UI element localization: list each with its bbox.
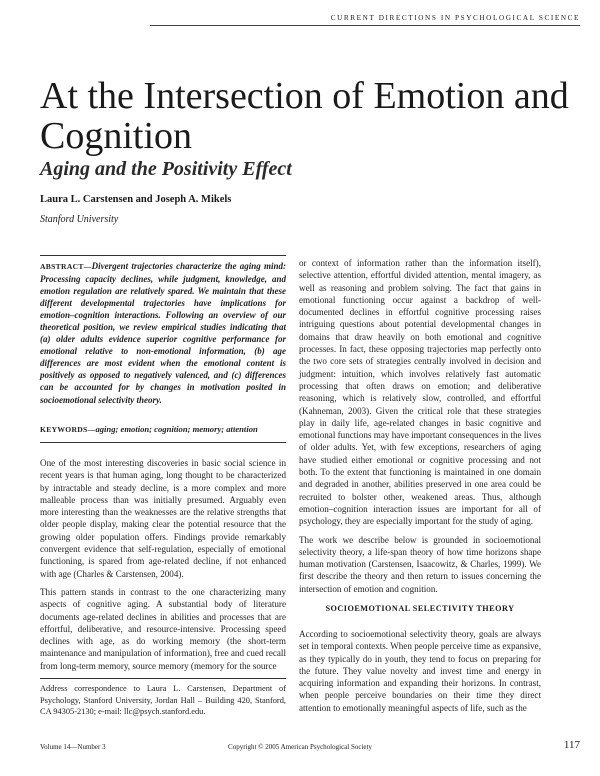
abstract-label: ABSTRACT—: [40, 262, 92, 271]
abstract: [40, 260, 286, 406]
keywords-label: KEYWORDS—: [40, 425, 96, 434]
body-paragraph: According to socioemotional selectivity theory, goals are always set in temporal contexts. When people perceive time as expansive, as they typically do in youth, they tend to focus on preparing for the future. They value novelty and invest time and energy in acquiring information and expanding their horizons. In contrast, when people perceive boundaries on their time they direct attention to emotionally meaningful aspects of life, such as the: [299, 629, 541, 713]
keywords-text: aging; emotion; cognition; memory; attention: [95, 424, 258, 434]
right-column-body: [299, 257, 541, 595]
correspondence-rule: [40, 678, 286, 679]
footer-volume: Volume 14—Number 3: [40, 743, 106, 751]
article-subtitle: Aging and the Positivity Effect: [40, 158, 292, 180]
affiliation: Stanford University: [40, 214, 119, 225]
abstract-rule-top: [40, 255, 286, 256]
page-number: 117: [563, 739, 580, 751]
left-column-body: [40, 457, 286, 672]
running-head-rule: [150, 25, 580, 26]
authors: Laura L. Carstensen and Joseph A. Mikels: [40, 194, 232, 205]
body-paragraph: One of the most interesting discoveries in basic social science in recent years is that human aging, long thought to be characterized by intractable and steady decline, is a more complex and more malleable process than was initially presumed. Arguably even more interesting than the weaknesses are the relative strengths that older people display, making clear the potential resource that the growing older population offers. Findings provide remarkably convergent evidence that self-regulation, especially of emotional functioning, is spared from age-related decline, if not enhanced with age (Charles & Carstensen, 2004).: [40, 458, 286, 579]
abstract-rule-bottom: [40, 442, 286, 443]
right-column-section-body: [299, 628, 541, 714]
footer-copyright: Copyright © 2005 American Psychological Society: [228, 743, 372, 751]
running-head: CURRENT DIRECTIONS IN PSYCHOLOGICAL SCIENCE: [330, 14, 580, 22]
keywords: [40, 424, 286, 434]
body-paragraph: or context of information rather than the information itself), selective attention, effortful divided attention, mental imagery, as well as reasoning and problem solving. The fact that gains in emotional functioning occur against a backdrop of well-documented declines in effortful cognitive processing raises intriguing questions about potential developmental changes in domains that draw heavily on both emotional and cognitive processes. In fact, these opposing trajectories map perfectly onto the two core sets of strategies centrally involved in decision and judgment: intuition, which involves relatively fast automatic processing that often draws on emotion; and deliberative reasoning, which is relatively slow, controlled, and effortful (Kahneman, 2003). Given the critical role that these strategies play in daily life, age-related changes in basic cognitive and emotional functions may have important consequences in the lives of older adults. Yet, with few exceptions, researchers of aging have studied either emotional or cognitive processing and not both. To the extent that functioning is maintained in one domain and degraded in another, abilities preserved in one area could be recruited to bolster other, weakened areas. Thus, although emotion–cognition interaction issues are important for all of psychology, they are especially important for the study of aging.: [299, 258, 541, 527]
correspondence-note: Address correspondence to Laura L. Carstensen, Department of Psychology, Stanford University, Jordan Hall – Building 420, Stanford, CA 94305-2130; e-mail: llc@psych.stanford.edu.: [40, 684, 286, 717]
body-paragraph: The work we describe below is grounded in socioemotional selectivity theory, a life-span theory of how time horizons shape human motivation (Carstensen, Isaacowitz, & Charles, 1999). We first describe the theory and then return to issues concerning the intersection of emotion and cognition.: [299, 534, 541, 594]
section-heading: SOCIOEMOTIONAL SELECTIVITY THEORY: [325, 604, 515, 613]
article-title: At the Intersection of Emotion and Cognition: [40, 75, 569, 157]
abstract-text: Divergent trajectories characterize the aging mind: Processing capacity declines, while judgment, knowledge, and emotion regulation are relatively spared. We maintain that these different developmental trajectories have implications for emotion–cognition interactions. Following an overview of our theoretical position, we review empirical studies indicating that (a) older adults evidence superior cognitive performance for emotional relative to non-emotional information, (b) age differences are most evident when the emotional content is positively as opposed to negatively valenced, and (c) differences can be accounted for by changes in motivation posited in socioemotional selectivity theory.: [40, 261, 286, 405]
body-paragraph: This pattern stands in contrast to the one characterizing many aspects of cognitive aging. A substantial body of literature documents age-related declines in abilities and processes that are effortful, deliberative, and resource-intensive. Processing speed declines with age, as do working memory (the short-term maintenance and manipulation of information), free and cued recall from long-term memory, source memory (memory for the source: [40, 586, 286, 671]
